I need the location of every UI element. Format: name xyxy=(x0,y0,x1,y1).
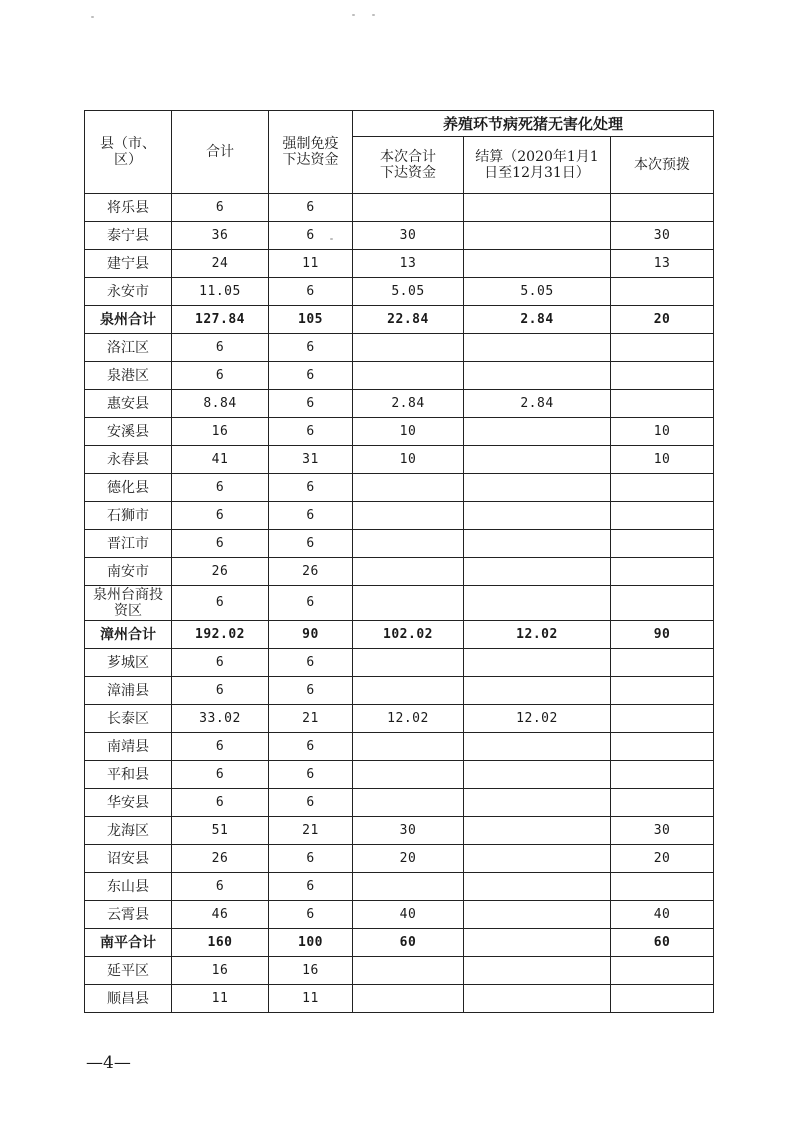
cell-county: 龙海区 xyxy=(85,817,172,845)
table-row xyxy=(85,558,714,586)
cell-prepay xyxy=(611,586,714,621)
cell-total: 6 xyxy=(172,677,269,705)
cell-forced-immunization: 6 xyxy=(269,586,353,621)
cell-forced-immunization: 16 xyxy=(269,957,353,985)
cell-current-total xyxy=(353,789,464,817)
cell-settlement xyxy=(464,194,611,222)
page-number: —4— xyxy=(86,1053,131,1073)
cell-forced-immunization: 6 xyxy=(269,761,353,789)
cell-settlement xyxy=(464,446,611,474)
cell-forced-immunization: 11 xyxy=(269,250,353,278)
cell-total: 6 xyxy=(172,334,269,362)
cell-prepay xyxy=(611,873,714,901)
cell-prepay: 40 xyxy=(611,901,714,929)
table-row xyxy=(85,649,714,677)
cell-prepay: 20 xyxy=(611,306,714,334)
cell-county: 芗城区 xyxy=(85,649,172,677)
header-county-label: 县（市、区） xyxy=(100,136,156,168)
cell-prepay: 10 xyxy=(611,418,714,446)
cell-total: 6 xyxy=(172,530,269,558)
cell-settlement: 12.02 xyxy=(464,621,611,649)
cell-prepay xyxy=(611,957,714,985)
header-settlement xyxy=(464,137,611,194)
header-group-label: 养殖环节病死猪无害化处理 xyxy=(443,114,624,133)
cell-forced-immunization: 6 xyxy=(269,334,353,362)
cell-total: 51 xyxy=(172,817,269,845)
cell-total: 46 xyxy=(172,901,269,929)
header-prepay xyxy=(611,137,714,194)
table-row xyxy=(85,586,714,621)
cell-forced-immunization: 26 xyxy=(269,558,353,586)
cell-forced-immunization: 90 xyxy=(269,621,353,649)
cell-current-total xyxy=(353,873,464,901)
header-group-harmless-treatment xyxy=(353,111,714,137)
header-county xyxy=(85,111,172,194)
cell-settlement xyxy=(464,649,611,677)
cell-settlement xyxy=(464,789,611,817)
cell-forced-immunization: 21 xyxy=(269,817,353,845)
cell-prepay: 20 xyxy=(611,845,714,873)
cell-forced-immunization: 6 xyxy=(269,222,353,250)
funding-table xyxy=(84,110,714,1013)
cell-forced-immunization: 6 xyxy=(269,474,353,502)
cell-total: 6 xyxy=(172,873,269,901)
cell-settlement xyxy=(464,334,611,362)
cell-settlement: 2.84 xyxy=(464,390,611,418)
cell-prepay xyxy=(611,194,714,222)
table-row xyxy=(85,306,714,334)
cell-forced-immunization: 31 xyxy=(269,446,353,474)
table-row xyxy=(85,705,714,733)
cell-total: 6 xyxy=(172,502,269,530)
cell-forced-immunization: 6 xyxy=(269,390,353,418)
cell-current-total: 60 xyxy=(353,929,464,957)
cell-settlement xyxy=(464,250,611,278)
header-total xyxy=(172,111,269,194)
cell-current-total: 22.84 xyxy=(353,306,464,334)
table-row xyxy=(85,446,714,474)
cell-settlement xyxy=(464,222,611,250)
cell-prepay xyxy=(611,474,714,502)
table-body xyxy=(85,194,714,1013)
cell-settlement: 12.02 xyxy=(464,705,611,733)
cell-total: 6 xyxy=(172,789,269,817)
cell-forced-immunization: 6 xyxy=(269,502,353,530)
cell-county: 泉港区 xyxy=(85,362,172,390)
cell-current-total: 30 xyxy=(353,817,464,845)
cell-forced-immunization: 100 xyxy=(269,929,353,957)
cell-prepay: 90 xyxy=(611,621,714,649)
scan-speck xyxy=(352,14,355,16)
cell-county: 晋江市 xyxy=(85,530,172,558)
cell-forced-immunization: 6 xyxy=(269,278,353,306)
cell-total: 160 xyxy=(172,929,269,957)
table-row xyxy=(85,929,714,957)
cell-current-total: 10 xyxy=(353,446,464,474)
cell-forced-immunization: 6 xyxy=(269,418,353,446)
cell-current-total xyxy=(353,985,464,1013)
header-settlement-label: 结算（2020年1月1日至12月31日） xyxy=(475,149,599,181)
cell-prepay xyxy=(611,985,714,1013)
cell-prepay xyxy=(611,362,714,390)
cell-forced-immunization: 6 xyxy=(269,362,353,390)
header-forced-immunization xyxy=(269,111,353,194)
cell-current-total xyxy=(353,194,464,222)
cell-prepay xyxy=(611,334,714,362)
cell-prepay xyxy=(611,502,714,530)
cell-total: 26 xyxy=(172,558,269,586)
cell-forced-immunization: 6 xyxy=(269,901,353,929)
cell-total: 16 xyxy=(172,957,269,985)
cell-settlement xyxy=(464,362,611,390)
cell-county: 将乐县 xyxy=(85,194,172,222)
cell-settlement xyxy=(464,418,611,446)
cell-settlement xyxy=(464,761,611,789)
cell-county: 泉州合计 xyxy=(85,306,172,334)
cell-prepay xyxy=(611,278,714,306)
cell-county: 延平区 xyxy=(85,957,172,985)
table-row xyxy=(85,278,714,306)
cell-county: 洛江区 xyxy=(85,334,172,362)
cell-forced-immunization: 6 xyxy=(269,194,353,222)
cell-settlement xyxy=(464,929,611,957)
cell-current-total xyxy=(353,761,464,789)
header-prepay-label: 本次预拨 xyxy=(634,157,691,173)
cell-total: 6 xyxy=(172,586,269,621)
cell-settlement xyxy=(464,901,611,929)
cell-county: 南平合计 xyxy=(85,929,172,957)
cell-forced-immunization: 21 xyxy=(269,705,353,733)
cell-prepay: 30 xyxy=(611,222,714,250)
cell-current-total xyxy=(353,474,464,502)
cell-county: 泰宁县 xyxy=(85,222,172,250)
cell-county: 云霄县 xyxy=(85,901,172,929)
cell-current-total: 20 xyxy=(353,845,464,873)
cell-current-total: 12.02 xyxy=(353,705,464,733)
cell-settlement xyxy=(464,530,611,558)
cell-county: 安溪县 xyxy=(85,418,172,446)
cell-settlement xyxy=(464,474,611,502)
cell-total: 6 xyxy=(172,761,269,789)
table-row xyxy=(85,418,714,446)
table-row xyxy=(85,390,714,418)
cell-forced-immunization: 105 xyxy=(269,306,353,334)
table-row xyxy=(85,621,714,649)
cell-forced-immunization: 6 xyxy=(269,649,353,677)
header-total-label: 合计 xyxy=(206,144,234,160)
cell-settlement xyxy=(464,558,611,586)
cell-current-total xyxy=(353,362,464,390)
cell-current-total: 102.02 xyxy=(353,621,464,649)
cell-current-total xyxy=(353,558,464,586)
cell-prepay xyxy=(611,558,714,586)
cell-county: 永春县 xyxy=(85,446,172,474)
cell-prepay: 30 xyxy=(611,817,714,845)
table-row xyxy=(85,334,714,362)
cell-county: 建宁县 xyxy=(85,250,172,278)
table-header xyxy=(85,111,714,194)
cell-current-total: 13 xyxy=(353,250,464,278)
cell-county: 永安市 xyxy=(85,278,172,306)
cell-prepay xyxy=(611,733,714,761)
table-row xyxy=(85,222,714,250)
cell-forced-immunization: 6 xyxy=(269,789,353,817)
cell-current-total xyxy=(353,502,464,530)
table-row xyxy=(85,250,714,278)
cell-settlement xyxy=(464,677,611,705)
cell-total: 6 xyxy=(172,194,269,222)
cell-county: 南靖县 xyxy=(85,733,172,761)
table-row xyxy=(85,677,714,705)
cell-county: 东山县 xyxy=(85,873,172,901)
table-row xyxy=(85,985,714,1013)
cell-forced-immunization: 6 xyxy=(269,845,353,873)
cell-forced-immunization: 6 xyxy=(269,677,353,705)
table-row xyxy=(85,474,714,502)
cell-current-total xyxy=(353,586,464,621)
cell-forced-immunization: 11 xyxy=(269,985,353,1013)
cell-forced-immunization: 6 xyxy=(269,873,353,901)
cell-county: 漳州合计 xyxy=(85,621,172,649)
cell-total: 33.02 xyxy=(172,705,269,733)
cell-current-total: 40 xyxy=(353,901,464,929)
cell-prepay xyxy=(611,705,714,733)
cell-prepay xyxy=(611,677,714,705)
cell-total: 41 xyxy=(172,446,269,474)
scan-speck xyxy=(372,14,375,16)
cell-total: 24 xyxy=(172,250,269,278)
cell-current-total xyxy=(353,334,464,362)
cell-settlement xyxy=(464,817,611,845)
table-row xyxy=(85,194,714,222)
cell-prepay: 13 xyxy=(611,250,714,278)
cell-settlement xyxy=(464,957,611,985)
cell-current-total xyxy=(353,733,464,761)
cell-prepay xyxy=(611,761,714,789)
cell-current-total: 10 xyxy=(353,418,464,446)
cell-total: 6 xyxy=(172,649,269,677)
cell-county: 长泰区 xyxy=(85,705,172,733)
cell-county: 漳浦县 xyxy=(85,677,172,705)
cell-settlement: 5.05 xyxy=(464,278,611,306)
table-row xyxy=(85,530,714,558)
table-row xyxy=(85,502,714,530)
cell-total: 6 xyxy=(172,733,269,761)
cell-current-total: 30 xyxy=(353,222,464,250)
header-current-total-label: 本次合计下达资金 xyxy=(380,149,436,181)
cell-prepay: 60 xyxy=(611,929,714,957)
cell-settlement xyxy=(464,733,611,761)
cell-county: 诏安县 xyxy=(85,845,172,873)
cell-county: 德化县 xyxy=(85,474,172,502)
cell-prepay xyxy=(611,530,714,558)
cell-prepay xyxy=(611,390,714,418)
cell-settlement xyxy=(464,586,611,621)
cell-total: 11.05 xyxy=(172,278,269,306)
cell-current-total: 2.84 xyxy=(353,390,464,418)
scan-speck xyxy=(91,16,94,18)
cell-total: 26 xyxy=(172,845,269,873)
cell-total: 11 xyxy=(172,985,269,1013)
header-current-total xyxy=(353,137,464,194)
cell-current-total xyxy=(353,677,464,705)
cell-settlement xyxy=(464,502,611,530)
cell-prepay: 10 xyxy=(611,446,714,474)
table-row xyxy=(85,957,714,985)
table-row xyxy=(85,845,714,873)
cell-settlement xyxy=(464,845,611,873)
cell-settlement: 2.84 xyxy=(464,306,611,334)
table-row xyxy=(85,873,714,901)
cell-forced-immunization: 6 xyxy=(269,530,353,558)
table-row xyxy=(85,817,714,845)
table-row xyxy=(85,733,714,761)
cell-total: 127.84 xyxy=(172,306,269,334)
cell-current-total xyxy=(353,649,464,677)
cell-current-total xyxy=(353,957,464,985)
cell-settlement xyxy=(464,985,611,1013)
cell-county: 顺昌县 xyxy=(85,985,172,1013)
cell-forced-immunization: 6 xyxy=(269,733,353,761)
cell-current-total: 5.05 xyxy=(353,278,464,306)
table-row xyxy=(85,362,714,390)
cell-county: 石狮市 xyxy=(85,502,172,530)
table-row xyxy=(85,761,714,789)
cell-total: 16 xyxy=(172,418,269,446)
cell-current-total xyxy=(353,530,464,558)
cell-total: 6 xyxy=(172,362,269,390)
cell-county: 平和县 xyxy=(85,761,172,789)
cell-total: 36 xyxy=(172,222,269,250)
table-row xyxy=(85,901,714,929)
cell-county: 泉州台商投资区 xyxy=(85,586,172,621)
cell-total: 8.84 xyxy=(172,390,269,418)
cell-prepay xyxy=(611,649,714,677)
cell-prepay xyxy=(611,789,714,817)
header-forced-immunization-label: 强制免疫下达资金 xyxy=(282,136,339,168)
table-row xyxy=(85,789,714,817)
cell-county: 华安县 xyxy=(85,789,172,817)
cell-settlement xyxy=(464,873,611,901)
cell-county: 南安市 xyxy=(85,558,172,586)
cell-county: 惠安县 xyxy=(85,390,172,418)
cell-total: 6 xyxy=(172,474,269,502)
cell-total: 192.02 xyxy=(172,621,269,649)
